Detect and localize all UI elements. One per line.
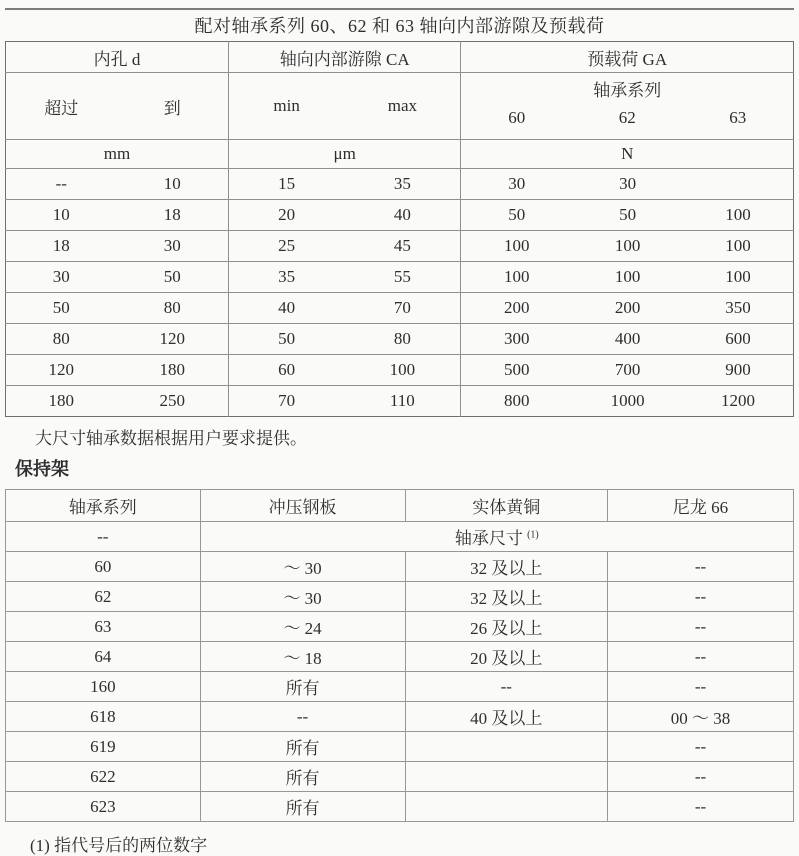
- col-group-clearance: 轴向内部游隙 CA: [228, 42, 460, 73]
- group-header-row: [6, 42, 794, 73]
- table-row: [6, 200, 794, 231]
- table-row: [6, 612, 794, 642]
- cell: 700: [572, 355, 683, 386]
- cell: --: [608, 732, 794, 762]
- table-row: [6, 231, 794, 262]
- header-row: [6, 490, 794, 522]
- cell: --: [405, 672, 608, 702]
- col-header-nylon66: 尼龙 66: [608, 490, 794, 522]
- cell: 500: [461, 355, 572, 386]
- series-label: 轴承系列: [593, 81, 662, 100]
- cage-section-heading: 保持架: [15, 459, 69, 479]
- cell: 32 及以上: [405, 552, 608, 582]
- cell: 20 及以上: [405, 642, 608, 672]
- table-row: [6, 672, 794, 702]
- cell: --: [6, 169, 117, 200]
- cell: 623: [6, 792, 201, 822]
- cell: 400: [572, 324, 683, 355]
- units-row: [6, 140, 794, 169]
- cell: --: [608, 642, 794, 672]
- cell: [683, 169, 793, 200]
- cell: ～ 30: [200, 552, 405, 582]
- cell: 64: [6, 642, 201, 672]
- col-header-solid-brass: 实体黄铜: [405, 490, 608, 522]
- cell: 200: [572, 293, 683, 324]
- cell: ～ 24: [200, 612, 405, 642]
- cell: 120: [117, 324, 229, 355]
- cell: 20: [228, 200, 344, 231]
- cell: 250: [117, 386, 229, 417]
- table-row: [6, 293, 794, 324]
- cell: 10: [117, 169, 229, 200]
- cell: 50: [228, 324, 344, 355]
- cell: 15: [228, 169, 344, 200]
- table-row: [6, 762, 794, 792]
- cell: 70: [344, 293, 461, 324]
- cell: 40: [228, 293, 344, 324]
- cell: 30: [117, 231, 229, 262]
- sub-header-row: [6, 73, 794, 140]
- cell: 62: [6, 582, 201, 612]
- cell: 所有: [200, 732, 405, 762]
- cell: 100: [572, 231, 683, 262]
- footnote-ref: (1): [527, 529, 539, 541]
- cell: 45: [344, 231, 461, 262]
- col-header-bearing-series: 轴承系列: [6, 490, 201, 522]
- cell: 18: [117, 200, 229, 231]
- cell: --: [608, 612, 794, 642]
- cell: 50: [461, 200, 572, 231]
- cell: [405, 792, 608, 822]
- bearing-size-label: 轴承尺寸: [454, 529, 523, 548]
- cell: 618: [6, 702, 201, 732]
- footnote: (1) 指代号后的两位数字: [30, 836, 208, 855]
- cell: 100: [461, 231, 572, 262]
- col-header-over: 超过: [6, 73, 117, 140]
- table-row: [6, 792, 794, 822]
- cell: 70: [228, 386, 344, 417]
- col-header-to: 到: [117, 73, 229, 140]
- cell: 100: [344, 355, 461, 386]
- col-group-bore: 内孔 d: [6, 42, 229, 73]
- table-row: [6, 262, 794, 293]
- cell: 160: [6, 672, 201, 702]
- cell: --: [608, 762, 794, 792]
- table1-title: 配对轴承系列 60、62 和 63 轴向内部游隙及预载荷: [5, 8, 794, 41]
- cell: --: [6, 522, 201, 552]
- table-row: [6, 552, 794, 582]
- cell: 619: [6, 732, 201, 762]
- cell: 900: [683, 355, 793, 386]
- cell: 00 ～ 38: [608, 702, 794, 732]
- cell: 50: [6, 293, 117, 324]
- col-header-series: [461, 73, 794, 140]
- cell: [405, 732, 608, 762]
- cell: 32 及以上: [405, 582, 608, 612]
- cell: 800: [461, 386, 572, 417]
- series-numbers: [461, 103, 793, 139]
- cell: 60: [6, 552, 201, 582]
- cell: ～ 18: [200, 642, 405, 672]
- cell: 30: [461, 169, 572, 200]
- cell: 60: [228, 355, 344, 386]
- cage-table: [5, 489, 794, 822]
- cell: 350: [683, 293, 793, 324]
- col-header-pressed-steel: 冲压钢板: [200, 490, 405, 522]
- cell: 622: [6, 762, 201, 792]
- series-60: 60: [508, 108, 526, 127]
- table-row: [6, 732, 794, 762]
- unit-mm: mm: [6, 140, 229, 169]
- large-size-note: 大尺寸轴承数据根据用户要求提供。: [35, 429, 307, 448]
- cell: 25: [228, 231, 344, 262]
- cell: 80: [117, 293, 229, 324]
- cell: 600: [683, 324, 793, 355]
- cell: 26 及以上: [405, 612, 608, 642]
- col-header-max: max: [344, 73, 461, 140]
- cell: 30: [6, 262, 117, 293]
- cell: 110: [344, 386, 461, 417]
- cell: 50: [572, 200, 683, 231]
- cell: 100: [461, 262, 572, 293]
- cell: --: [608, 582, 794, 612]
- table-row: [6, 169, 794, 200]
- cell: --: [608, 792, 794, 822]
- clearance-preload-table: [5, 41, 794, 417]
- table-row: [6, 702, 794, 732]
- cell: 100: [572, 262, 683, 293]
- cell: 100: [683, 231, 793, 262]
- table-row: [6, 386, 794, 417]
- cell: 1000: [572, 386, 683, 417]
- cell: 63: [6, 612, 201, 642]
- cell: 所有: [200, 792, 405, 822]
- cell: 80: [344, 324, 461, 355]
- cell: [405, 762, 608, 792]
- col-header-min: min: [228, 73, 344, 140]
- cell: 10: [6, 200, 117, 231]
- cell: 30: [572, 169, 683, 200]
- table-row: [6, 582, 794, 612]
- cell: 100: [683, 262, 793, 293]
- bearing-size-cell: [200, 522, 793, 552]
- unit-um: μm: [228, 140, 460, 169]
- cell: 18: [6, 231, 117, 262]
- cell: 120: [6, 355, 117, 386]
- cell: 200: [461, 293, 572, 324]
- cell: --: [608, 552, 794, 582]
- cell: 35: [228, 262, 344, 293]
- cell: 180: [117, 355, 229, 386]
- cell: 300: [461, 324, 572, 355]
- bearing-size-row: [6, 522, 794, 552]
- series-63: 63: [729, 108, 747, 127]
- cell: 所有: [200, 672, 405, 702]
- table-row: [6, 355, 794, 386]
- cell: 40: [344, 200, 461, 231]
- cell: 180: [6, 386, 117, 417]
- series-62: 62: [618, 108, 636, 127]
- cell: 80: [6, 324, 117, 355]
- cell: 1200: [683, 386, 793, 417]
- cell: 40 及以上: [405, 702, 608, 732]
- cell: --: [200, 702, 405, 732]
- table-row: [6, 642, 794, 672]
- cell: 100: [683, 200, 793, 231]
- cell: 所有: [200, 762, 405, 792]
- col-group-preload: 预载荷 GA: [587, 49, 668, 69]
- cell: --: [608, 672, 794, 702]
- cell: 50: [117, 262, 229, 293]
- cell: ～ 30: [200, 582, 405, 612]
- cell: 35: [344, 169, 461, 200]
- cell: 55: [344, 262, 461, 293]
- unit-n: N: [461, 140, 794, 169]
- table-row: [6, 324, 794, 355]
